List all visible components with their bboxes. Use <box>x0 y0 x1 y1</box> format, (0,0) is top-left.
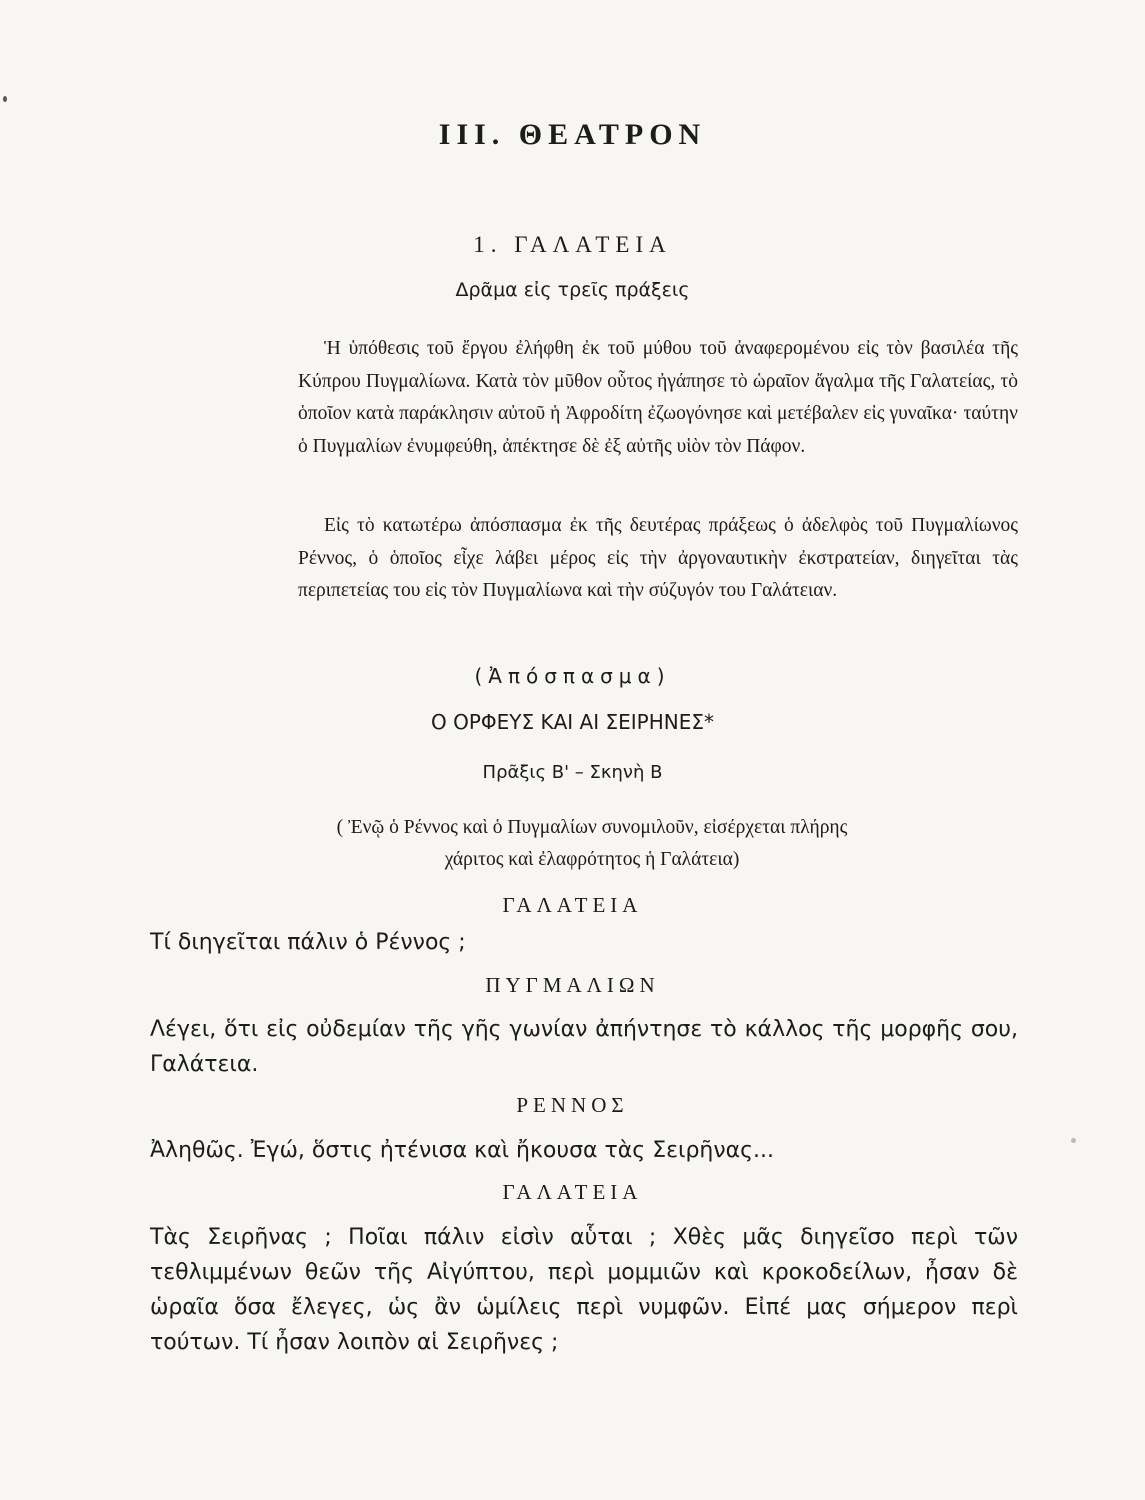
dialogue-text: Τὰς Σειρῆνας ; Ποῖαι πάλιν εἰσὶν αὗται ; Χθὲς μᾶς διηγεῖσο περὶ τῶν τεθλιμμένων θεῶν τῆς Αἰγύπτου, περὶ μομμιῶν καὶ κροκοδείλων, ἦσαν δὲ ὡραῖα ὅσα ἔλεγες, ὡς ἂν ὡμίλεις περὶ νυμφῶν. Εἰπέ μας σήμερον περὶ τούτων. Τί ἦσαν λοιπὸν αἱ Σειρῆνες ; <box>150 1225 1018 1355</box>
act-scene-heading: Πρᾶξις Β' – Σκηνὴ Β <box>482 762 663 783</box>
dialogue-line <box>150 925 1018 960</box>
play-title: 1. ΓΑΛΑΤΕΙΑ <box>473 232 672 257</box>
dialogue-text: Λέγει, ὅτι εἰς οὐδεμίαν τῆς γῆς γωνίαν ἀπήντησε τὸ κάλλος τῆς μορφῆς σου, Γαλάτεια. <box>150 1017 1018 1077</box>
speaker-name: ΓΑΛΑΤΕΙΑ <box>502 1180 643 1204</box>
dialogue-line <box>150 1220 1018 1360</box>
intro-paragraph <box>298 510 1018 608</box>
intro-paragraph <box>298 333 1018 463</box>
play-subtitle: Δρᾶμα εἰς τρεῖς πράξεις <box>455 279 690 301</box>
dialogue-text: Τί διηγεῖται πάλιν ὁ Ρέννος ; <box>150 930 466 955</box>
stage-direction <box>232 812 952 876</box>
speaker-name: ΓΑΛΑΤΕΙΑ <box>502 893 643 917</box>
dialogue-line <box>150 1133 1018 1168</box>
speaker-name: ΡΕΝΝΟΣ <box>516 1093 629 1117</box>
scan-speck <box>3 96 7 102</box>
dialogue-text: Ἀληθῶς. Ἐγώ, ὅστις ἠτένισα καὶ ἤκουσα τὰς Σειρῆνας... <box>150 1138 775 1163</box>
intro-paragraph-1-text: Ἡ ὑπόθεσις τοῦ ἔργου ἐλήφθη ἐκ τοῦ μύθου τοῦ ἀναφερομένου εἰς τὸν βασιλέα τῆς Κύπρου Πυγμαλίωνα. Κατὰ τὸν μῦθον οὗτος ἠγάπησε τὸ ὡραῖον ἄγαλμα τῆς Γαλατείας, τὸ ὁποῖον κατὰ παράκλησιν αὐτοῦ ἡ Ἀφροδίτη ἐζωογόνησε καὶ μετέβαλεν εἰς γυναῖκα· ταύτην ὁ Πυγμαλίων ἐνυμφεύθη, ἀπέκτησε δὲ ἐξ αὐτῆς υἱὸν τὸν Πάφον. <box>298 338 1018 457</box>
excerpt-label: (Ἀπόσπασμα) <box>474 664 671 688</box>
excerpt-title: Ο ΟΡΦΕΥΣ ΚΑΙ ΑΙ ΣΕΙΡΗΝΕΣ* <box>431 710 714 734</box>
stage-direction-line: χάριτος καὶ ἐλαφρότητος ἡ Γαλάτεια) <box>444 849 740 870</box>
stage-direction-line: ( Ἐνῷ ὁ Ρέννος καὶ ὁ Πυγμαλίων συνομιλοῦν, εἰσέρχεται πλήρης <box>336 817 848 838</box>
dialogue-line <box>150 1012 1018 1082</box>
intro-paragraph-2-text: Εἰς τὸ κατωτέρω ἀπόσπασμα ἐκ τῆς δευτέρας πράξεως ὁ ἀδελφὸς τοῦ Πυγμαλίωνος Ρέννος, ὁ ὁποῖος εἶχε λάβει μέρος εἰς τὴν ἀργοναυτικὴν ἐκστρατείαν, διηγεῖται τὰς περιπετείας του εἰς τὸν Πυγμαλίωνα καὶ τὴν σύζυγόν του Γαλάτειαν. <box>298 515 1018 601</box>
speaker-name: ΠΥΓΜΑΛΙΩΝ <box>485 973 660 997</box>
section-title: III. ΘΕΑΤΡΟΝ <box>438 118 707 151</box>
scan-speck <box>1071 1138 1076 1143</box>
